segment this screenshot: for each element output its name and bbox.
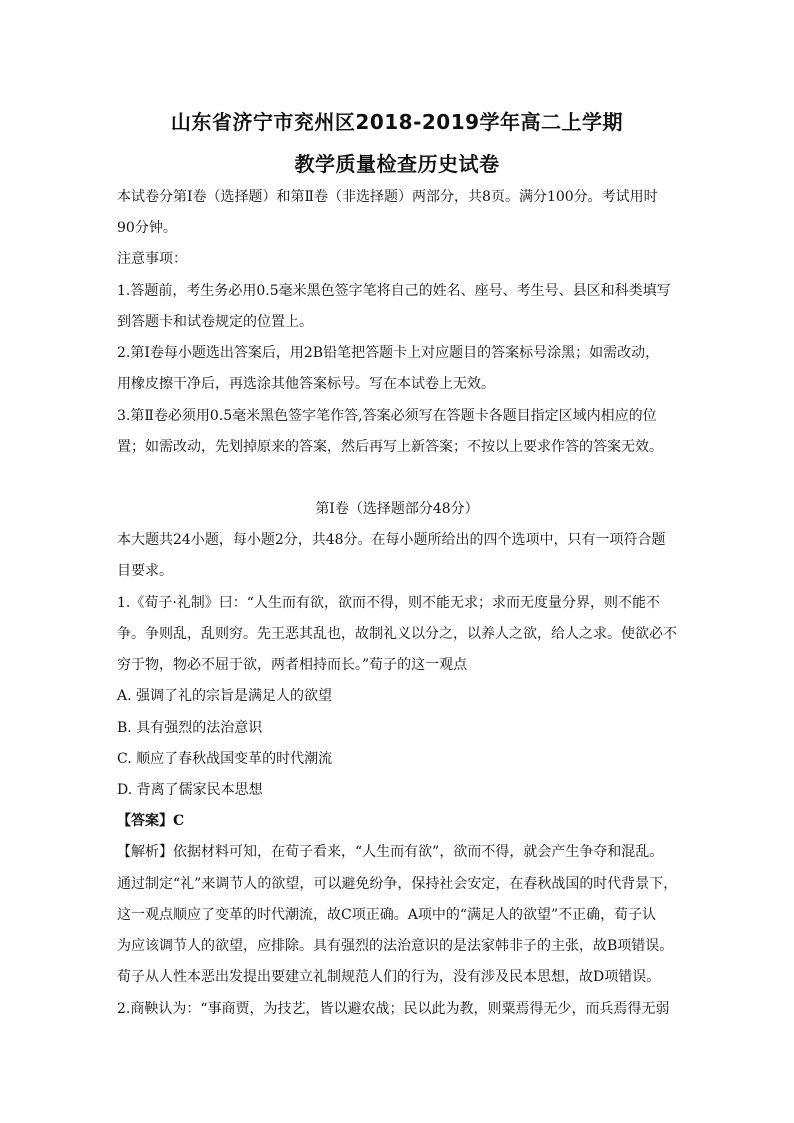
section-title: 第Ⅰ卷（选择题部分48分）	[315, 501, 479, 517]
question-1-option-b: B. 具有强烈的法治意识	[117, 720, 263, 736]
question-1-stem-line: 穷于物，物必不屈于欲，两者相持而长。”荀子的这一观点	[117, 657, 468, 673]
notice-line: 2.第Ⅰ卷每小题选出答案后，用2B铅笔把答题卡上对应题目的答案标号涂黑；如需改动，	[117, 345, 660, 361]
question-1-answer: 【答案】C	[117, 813, 185, 829]
document-title-line1: 山东省济宁市兖州区2018-2019学年高二上学期	[170, 110, 624, 134]
question-1-stem-line: 1.《荀子·礼制》曰：“人生而有欲，欲而不得，则不能无求；求而无度量分界，则不能不	[117, 595, 660, 611]
question-2-stem-line: 2.商鞅认为：“事商贾，为技艺，皆以避农战；民以此为教，则粟焉得无少，而兵焉得无弱	[117, 1001, 670, 1017]
section-desc-line: 本大题共24小题，每小题2分，共48分。在每小题所给出的四个选项中，只有一项符合题	[117, 532, 666, 548]
question-1-option-c: C. 顺应了春秋战国变革的时代潮流	[117, 751, 333, 767]
notice-line: 用橡皮擦干净后，再选涂其他答案标号。写在本试卷上无效。	[117, 376, 495, 392]
notice-heading: 注意事项：	[117, 251, 187, 267]
document-title-line2: 教学质量检查历史试卷	[294, 152, 500, 176]
intro-line-2: 90分钟。	[117, 220, 177, 236]
question-1-stem-line: 争。争则乱，乱则穷。先王恶其乱也，故制礼义以分之，以养人之欲，给人之求。使欲必不	[117, 626, 677, 642]
notice-line: 置；如需改动，先划掉原来的答案，然后再写上新答案；不按以上要求作答的答案无效。	[117, 439, 663, 455]
notice-line: 1.答题前，考生务必用0.5毫米黑色签字笔将自己的姓名、座号、考生号、县区和科类填写	[117, 283, 671, 299]
notice-line: 到答题卡和试卷规定的位置上。	[117, 314, 313, 330]
notice-line: 3.第Ⅱ卷必须用0.5毫米黑色签字笔作答,答案必须写在答题卡各题目指定区域内相应的位	[117, 408, 657, 424]
question-1-analysis-line: 通过制定“礼”来调节人的欲望，可以避免纷争，保持社会安定，在春秋战国的时代背景下，	[117, 876, 678, 892]
question-1-analysis-line: 这一观点顺应了变革的时代潮流，故C项正确。A项中的“满足人的欲望”不正确，荀子认	[117, 907, 657, 923]
question-1-option-d: D. 背离了儒家民本思想	[117, 782, 263, 798]
section-desc-line: 目要求。	[117, 563, 173, 579]
intro-line-1: 本试卷分第Ⅰ卷（选择题）和第Ⅱ卷（非选择题）两部分，共8页。满分100分。考试用时	[117, 189, 658, 205]
question-1-option-a: A. 强调了礼的宗旨是满足人的欲望	[117, 688, 333, 704]
question-1-analysis-line: 荀子从人性本恶出发提出要建立礼制规范人们的行为，没有涉及民本思想，故D项错误。	[117, 969, 661, 985]
question-1-analysis-line: 为应该调节人的欲望，应排除。具有强烈的法治意识的是法家韩非子的主张，故B项错误。	[117, 938, 674, 954]
question-1-analysis-line: 【解析】依据材料可知，在荀子看来，“人生而有欲”，欲而不得，就会产生争夺和混乱。	[117, 844, 664, 860]
